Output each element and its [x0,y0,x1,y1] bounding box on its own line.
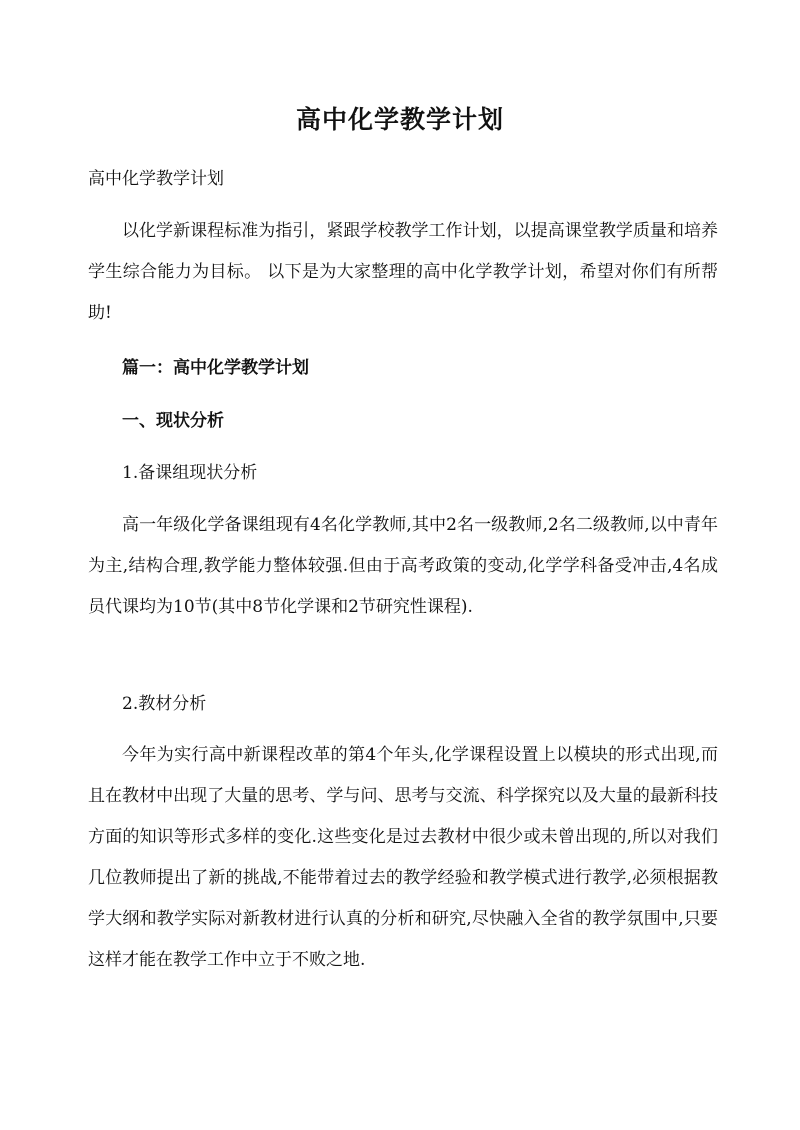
document-subtitle: 高中化学教学计划 [88,169,224,189]
document-title: 高中化学教学计划 [295,105,504,134]
subsection-heading-2: 2.教材分析 [122,694,207,714]
intro-paragraph: 以化学新课程标准为指引，紧跟学校教学工作计划，以提高课堂教学质量和培养学生综合能力为目标。 以下是为大家整理的高中化学教学计划，希望对你们有所帮助! [88,221,718,323]
subsection-paragraph-2: 今年为实行高中新课程改革的第4个年头,化学课程设置上以模块的形式出现,而且在教材中出现了大量的思考、学与问、思考与交流、科学探究以及大量的最新科技方面的知识等形式多样的变化.这些变化是过去教材中很少或未曾出现的,所以对我们几位教师提出了新的挑战,不能带着过去的教学经验和教学模式进行教学,必须根据教学大纲和教学实际对新教材进行认真的分析和研究,尽快融入全省的教学氛围中,只要这样才能在教学工作中立于不败之地. [88,745,718,970]
subsection-paragraph-1: 高一年级化学备课组现有4名化学教师,其中2名一级教师,2名二级教师,以中青年为主,结构合理,教学能力整体较强.但由于高考政策的变动,化学学科备受冲击,4名成员代课均为10节(其中8节化学课和2节研究性课程). [88,515,718,617]
part-heading: 篇一：高中化学教学计划 [122,358,309,378]
subsection-heading-1: 1.备课组现状分析 [122,463,258,483]
section-heading: 一、现状分析 [122,411,224,431]
